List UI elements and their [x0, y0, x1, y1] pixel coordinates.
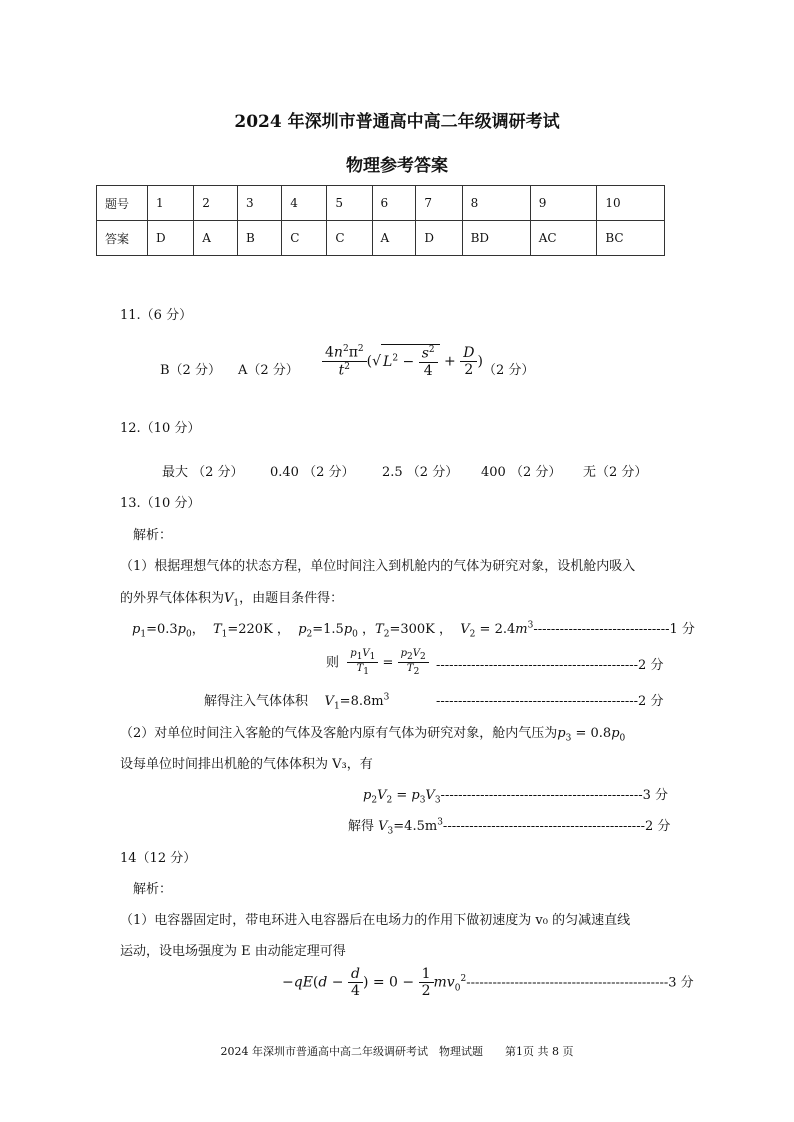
q14-part1-text: （1）电容器固定时，带电环进入电容器后在电场力的作用下做初速度为 v₀ 的匀减速直线	[120, 913, 631, 928]
table-cell: B	[238, 221, 282, 256]
text-fragment: 则	[326, 655, 340, 671]
q11-answer-3: （2 分）	[483, 363, 535, 378]
score-dashes: ----------------------------------------------2 分	[442, 819, 671, 834]
table-cell: 1	[148, 186, 194, 221]
q13-conditions: $p_1=0.3p_0$， $T_1=220K$ ， $p_2=1.5p_0$ ，$T_2=300K$ ， $V_2 = 2.4m^3-------------------------------1$ 分	[132, 620, 695, 640]
q14-analysis-label: 解析：	[133, 882, 173, 897]
q13-analysis-label: 解析：	[133, 528, 173, 543]
q13-heading: 13.（10 分）	[120, 496, 201, 511]
q12-answer-3: 2.5 （2 分）	[382, 465, 459, 480]
page-footer: 2024 年深圳市普通高中高二年级调研考试 物理试题 第1页 共 8 页	[220, 1045, 574, 1058]
page-subtitle: 物理参考答案	[346, 156, 448, 176]
q13-part1-text: （1）根据理想气体的状态方程，单位时间注入到机舱内的气体为研究对象，设机舱内吸入	[120, 559, 636, 574]
q14-heading: 14（12 分）	[120, 851, 197, 866]
table-cell: C	[327, 221, 372, 256]
table-cell: 10	[597, 186, 665, 221]
q12-answer-1: 最大 （2 分）	[162, 465, 244, 480]
q11-answer-1: B（2 分）	[160, 363, 221, 378]
q11-answer-2: A（2 分）	[238, 363, 299, 378]
text-fragment: ，由题目条件得：	[239, 591, 344, 606]
table-cell: A	[194, 221, 238, 256]
table-row	[97, 186, 665, 221]
table-cell: 3	[238, 186, 282, 221]
score-dashes: ----------------------------------------------2 分	[436, 658, 664, 673]
q13-solution-1: 解得注入气体体积 $V_1=8.8m^3$	[204, 692, 390, 712]
row-label: 答案	[97, 221, 148, 256]
table-cell: 5	[327, 186, 372, 221]
q13-solution-2: 解得 $V_3=4.5m^3----------------------------------------------2$ 分	[348, 817, 671, 837]
text-fragment: =8.8m	[339, 694, 384, 709]
score-dashes: -------------------------------1 分	[533, 622, 695, 637]
table-cell: BD	[462, 221, 530, 256]
table-cell: 9	[530, 186, 597, 221]
q12-answer-4: 400 （2 分）	[481, 465, 562, 480]
answer-table	[96, 185, 665, 256]
q13-equation-2: $p_2V_2 = p_3V_3----------------------------------------------3$ 分	[363, 788, 669, 806]
q14-equation-1: −qE(d − $\frac{d}{4}$ ) = 0 − $\frac{1}{2}$ $mv_0^2----------------------------------------------3$ 分	[282, 966, 694, 1000]
table-cell: C	[282, 221, 327, 256]
table-cell: 6	[372, 186, 416, 221]
row-label: 题号	[97, 186, 148, 221]
table-cell: AC	[530, 221, 597, 256]
text-fragment: 解得注入气体体积	[204, 694, 309, 709]
table-cell: D	[416, 221, 462, 256]
table-cell: 7	[416, 186, 462, 221]
score-dashes: ----------------------------------------------3 分	[440, 788, 669, 803]
table-cell: 2	[194, 186, 238, 221]
table-cell: A	[372, 221, 416, 256]
table-row	[97, 221, 665, 256]
text-fragment: =4.5m	[393, 819, 438, 834]
q12-answer-5: 无（2 分）	[583, 465, 648, 480]
table-cell: BC	[597, 221, 665, 256]
table-cell: D	[148, 221, 194, 256]
score-dashes: ----------------------------------------------2 分	[436, 694, 664, 709]
text-fragment: （2）对单位时间注入客舱的气体及客舱内原有气体为研究对象，舱内气压为	[120, 726, 558, 741]
page-title: 2024 年深圳市普通高中高二年级调研考试	[234, 112, 560, 132]
q12-answer-2: 0.40 （2 分）	[270, 465, 355, 480]
q13-equation-1: 则 $\frac{p_1V_1}{T_1}$ = $\frac{p_2V_2}{T_2}$	[326, 648, 429, 678]
table-cell: 4	[282, 186, 327, 221]
text-fragment: 解得	[348, 819, 375, 834]
q13-part1-text-2: 的外界气体体积为$V_1$，由题目条件得：	[120, 591, 344, 609]
q12-heading: 12.（10 分）	[120, 421, 201, 436]
q14-part1-text-2: 运动，设电场强度为 E 由动能定理可得	[120, 944, 346, 959]
table-cell: 8	[462, 186, 530, 221]
q11-heading: 11.（6 分）	[120, 308, 193, 323]
q13-part2-text-2: 设每单位时间排出机舱的气体体积为 V₃，有	[120, 757, 373, 772]
score-dashes: ----------------------------------------------3 分	[466, 975, 694, 991]
text-fragment: 的外界气体体积为	[120, 591, 225, 606]
q13-part2-text: （2）对单位时间注入客舱的气体及客舱内原有气体为研究对象，舱内气压为$p_3 = 0.8p_0$	[120, 726, 626, 744]
q11-formula: $\frac{4n^2\pi^2}{t^2}$ (√ $L^2$ − $\frac{s^2}{4}$ + $\frac{D}{2}$ )	[322, 344, 483, 379]
